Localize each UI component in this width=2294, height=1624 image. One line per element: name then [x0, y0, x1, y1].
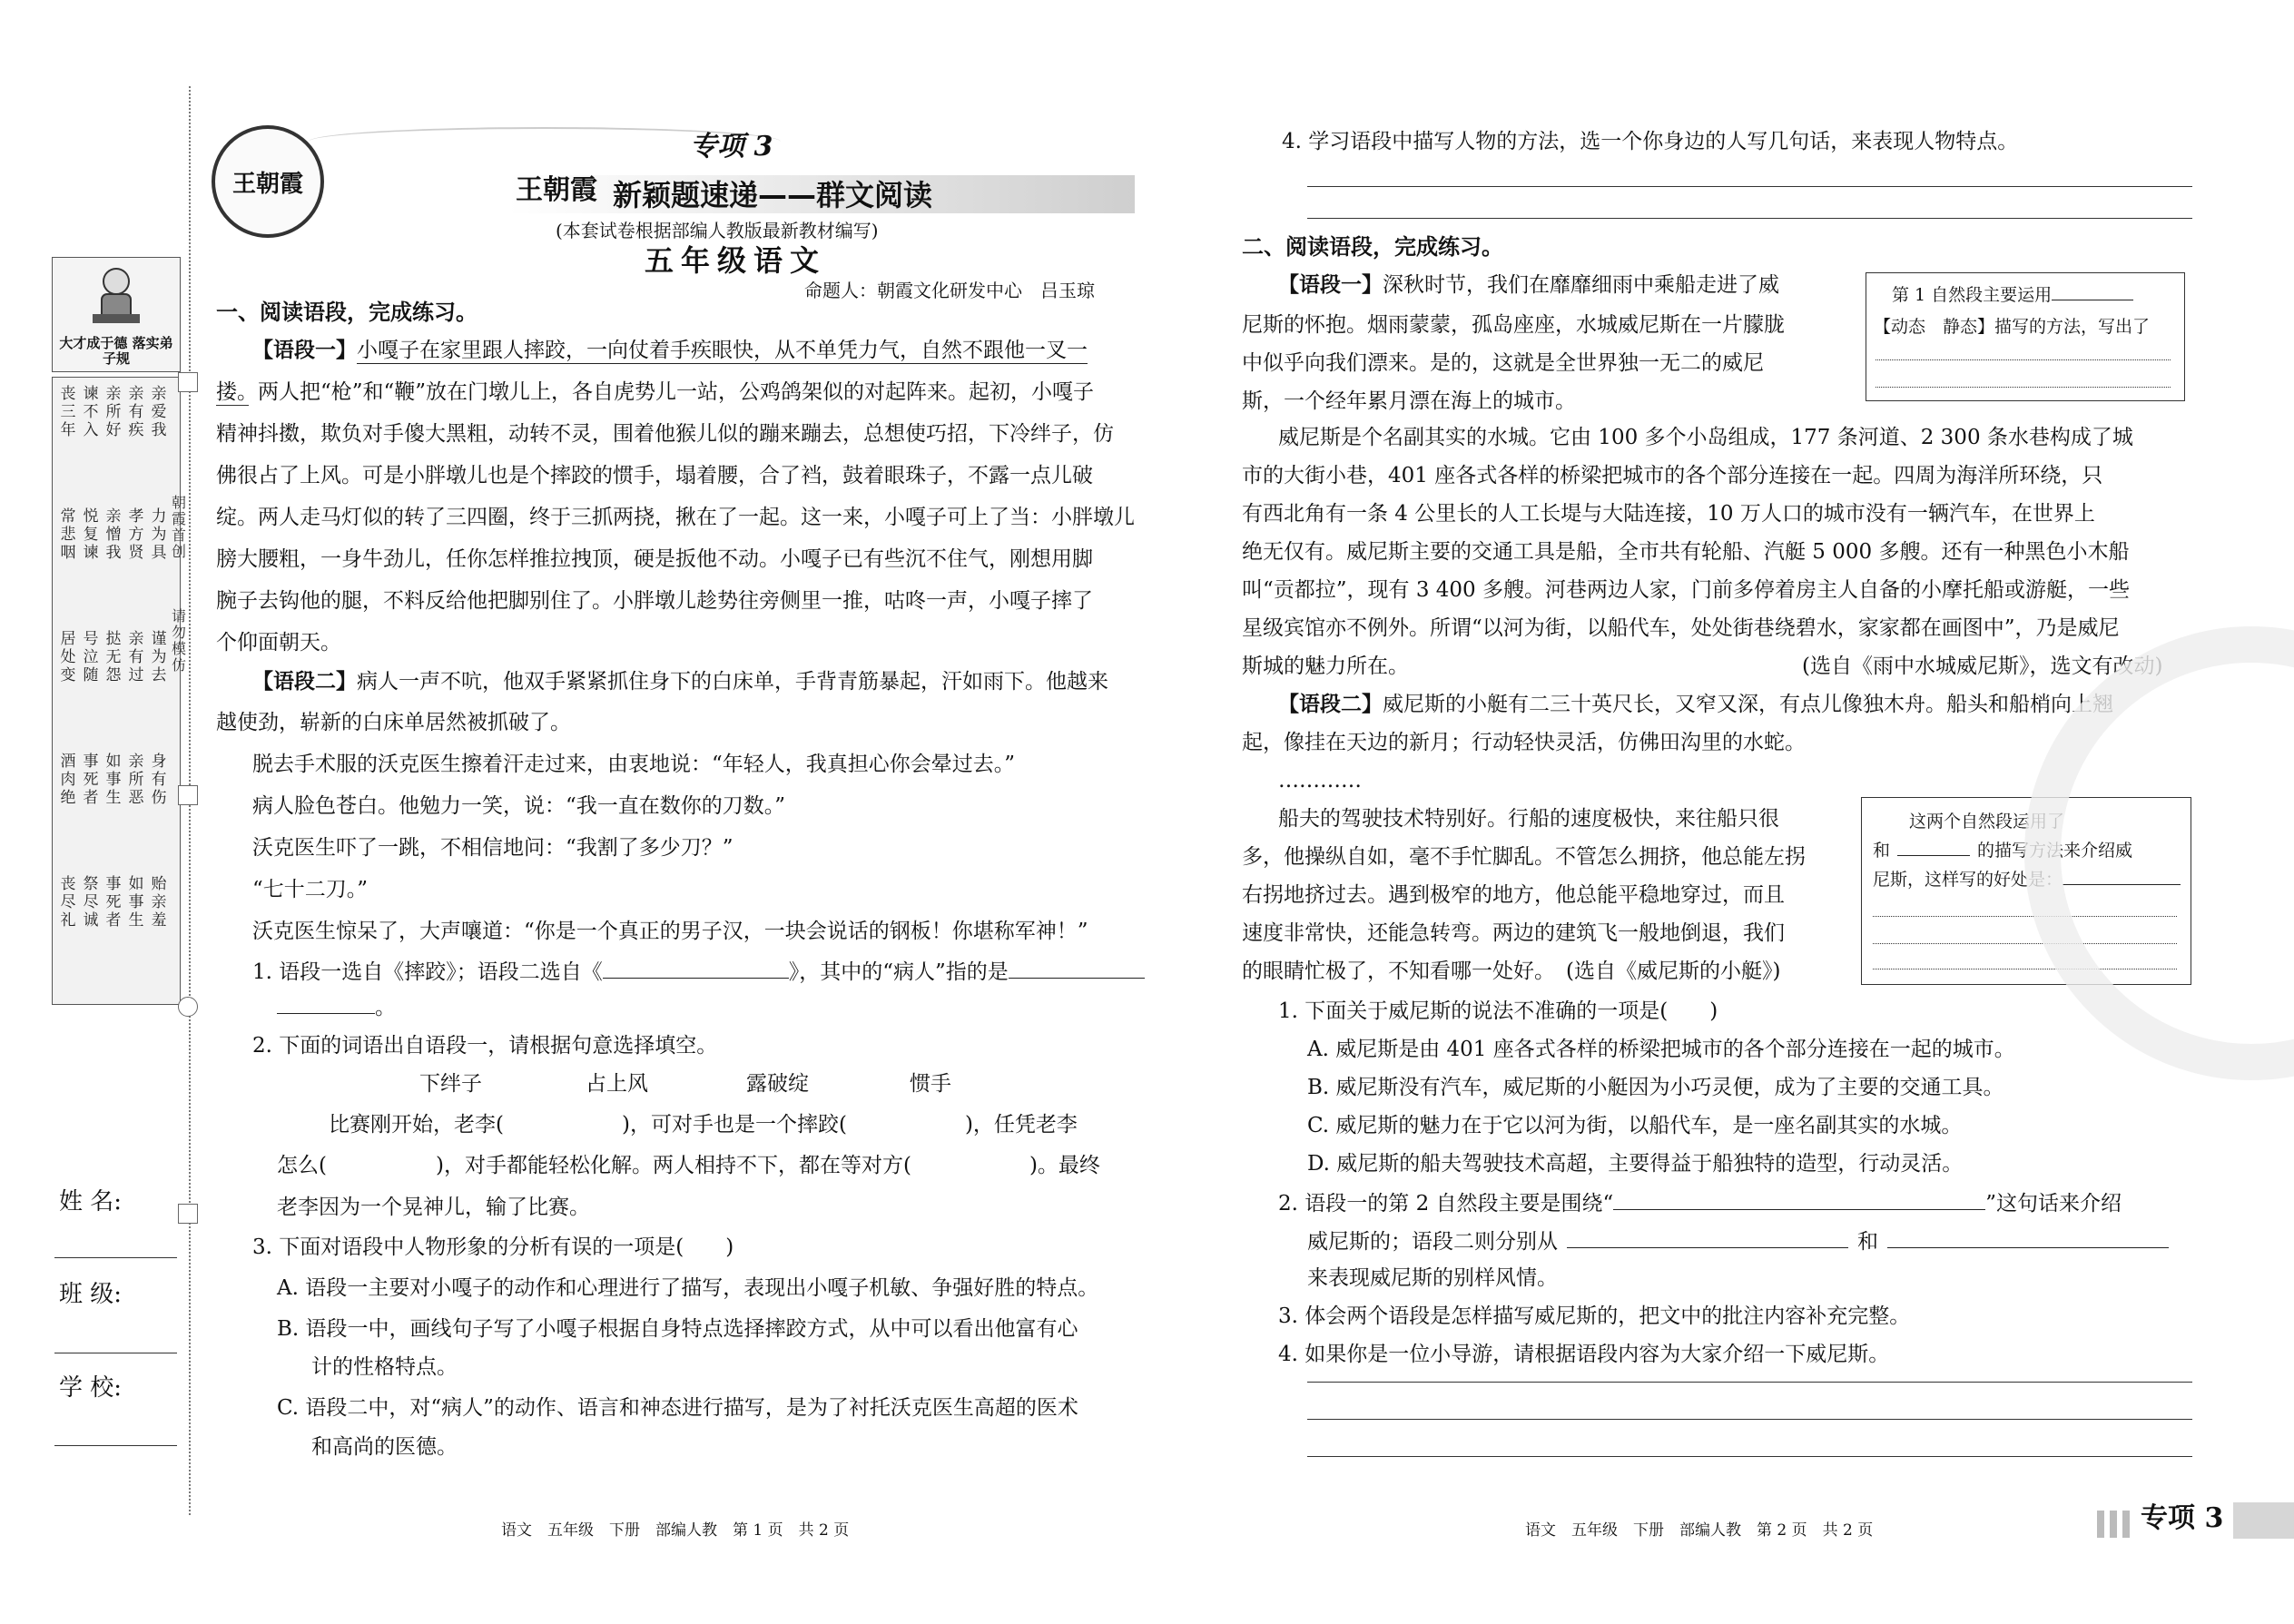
sidebar-poem-column: 谨为去: [151, 630, 167, 684]
sidebar-poem-column: 酒肉绝: [60, 753, 76, 807]
sidebar-poem-column: 祭尽诚: [83, 875, 99, 930]
sidebar-poem-column: 亲憎我: [105, 507, 122, 562]
q2-word-1: 下绊子: [419, 1072, 482, 1096]
right-p1-line-4: 斯，一个经年累月漂在海上的城市。: [1242, 389, 1576, 413]
left-question-1-cont: [277, 993, 396, 1020]
header-logo-small: 王朝霞: [516, 174, 597, 206]
right-p3-line-4: 速度非常快，还能急转弯。两边的建筑飞一般地倒退，我们: [1242, 921, 1785, 945]
sidebar-poem-column: 身有伤: [151, 753, 167, 807]
left-p1-line-7: 腕子去钩他的腿，不料反给他把脚别住了。小胖墩儿趁势往旁侧里一推，咕咚一声，小嘎子摔了: [216, 589, 1093, 613]
r-q2-blank-2[interactable]: [1567, 1227, 1848, 1248]
left-q1-part-2: 》，其中的“病人”指的是: [788, 960, 1009, 984]
right-question-2: [1278, 1189, 2122, 1216]
right-page-footer: 语文 五年级 下册 部编人教 第 2 页 共 2 页: [1525, 1521, 1874, 1540]
q1-patient-blank[interactable]: [1009, 958, 1145, 979]
sidebar-poem-column: 孝方贤: [128, 507, 144, 562]
seal-mark-1: [178, 372, 198, 392]
q2-s1-b: )，可对手也是一个摔跤(: [621, 1113, 847, 1137]
class-field-label: 班 级:: [59, 1281, 123, 1308]
note2-text-method: 的描写方法来介绍威: [1977, 841, 2133, 861]
r-q2-part-4: 和: [1857, 1230, 1878, 1254]
r-q2-part-2: ”这句话来介绍: [1985, 1192, 2122, 1216]
right-p1-text-1: 深秋时节，我们在靡靡细雨中乘船走进了威: [1383, 273, 1779, 297]
section-2-heading: 二、阅读语段，完成练习。: [1242, 233, 1503, 260]
right-p3-line-2: 多，他操纵自如，毫不手忙脚乱。不管怎么拥挤，他总能左拐: [1242, 845, 1806, 869]
sidebar-poem-column: 常悲咽: [60, 507, 76, 562]
left-page-footer: 语文 五年级 下册 部编人教 第 1 页 共 2 页: [501, 1521, 850, 1540]
sidebar-motto-panel: [52, 257, 181, 372]
left-question-1: [252, 958, 1145, 985]
sidebar-vertical-label-1: 朝霞首创: [171, 494, 186, 560]
right-p3-line-5: [1242, 959, 1780, 984]
right-question-3: 3. 体会两个语段是怎样描写威尼斯的，把文中的批注内容补充完整。: [1278, 1304, 1911, 1328]
r-q2-part-3: 威尼斯的；语段二则分别从: [1307, 1230, 1558, 1254]
r-q2-part-1: 2. 语段一的第 2 自然段主要是围绕“: [1278, 1192, 1614, 1216]
school-field-label: 学 校:: [59, 1374, 123, 1402]
sidebar-poem-column: 亲有过: [128, 630, 144, 684]
sidebar-poem-column: 丧尽礼: [60, 875, 76, 930]
left-p1-text-2: 搂。两人把“枪”和“鞭”放在门墩儿上，各自虎势儿一站，公鸡鸽架似的对起阵来。起初，小嘎子: [216, 380, 1095, 404]
underlined-sentence-part-1: 小嘎子在家里跟人摔跤，一向仗着手疾眼快，从不单凭力气，自然不跟他一叉一: [357, 339, 1088, 362]
sidebar-poem-column: 丧三年: [60, 385, 76, 439]
q4-answer-line-1[interactable]: [1307, 186, 2192, 187]
right-p2-line-2: 起，像挂在天边的新月；行动轻快灵活，仿佛田沟里的水蛇。: [1242, 731, 1806, 754]
sidebar-poem-column: 如事生: [128, 875, 144, 930]
right-p2-ellipsis: …………: [1278, 769, 1362, 792]
left-p1-label: 【语段一】: [252, 338, 357, 362]
sidebar-poem-column: 如事生: [105, 753, 122, 807]
left-p2-text-1: 病人一声不吭，他双手紧紧抓住身下的白床单，手背青筋暴起，汗如雨下。他越来: [357, 670, 1108, 694]
right-p2-text-1: 威尼斯的小艇有二三十英尺长，又窄又深，有点儿像独木舟。船头和船梢向上翘: [1383, 693, 2113, 716]
name-field-line[interactable]: [54, 1257, 177, 1258]
source-citation-1: (选自《雨中水城威尼斯》，选文有改动): [1802, 655, 2163, 678]
school-field-line[interactable]: [54, 1445, 177, 1446]
r-q1-option-a[interactable]: A. 威尼斯是由 401 座各式各样的桥梁把城市的各个部分连接在一起的城市。: [1307, 1038, 2015, 1061]
q2-s1-a: 比赛刚开始，老李(: [329, 1113, 504, 1137]
r-q2-blank-3[interactable]: [1887, 1227, 2169, 1248]
sidebar-motto: 大才成于德 落实弟子规: [59, 335, 173, 367]
underline-mark-line-2: [216, 405, 249, 406]
right-p1-line-2: 尼斯的怀抱。烟雨蒙蒙，孤岛座座，水城威尼斯在一片朦胧: [1242, 313, 1785, 337]
page-subtitle: (本套试卷根据部编人教版最新教材编写): [556, 220, 879, 241]
right-p1b-line-2: 市的大街小巷，401 座各式各样的桥梁把城市的各个部分连接在一起。四周为海洋所环绕，只: [1242, 464, 2103, 487]
note1-blank-1[interactable]: [2052, 283, 2133, 300]
note1-answer-line-2[interactable]: [1876, 387, 2171, 388]
brand-logo-text: 王朝霞: [231, 171, 303, 198]
q1-patient-blank-2[interactable]: [277, 993, 375, 1014]
note2-text-and: 和: [1873, 841, 1891, 861]
scholar-illustration-icon: [89, 263, 143, 331]
q2-s2-c: )。最终: [1029, 1154, 1100, 1177]
seal-mark-4: [178, 1204, 198, 1224]
name-field-label: 姓 名:: [59, 1188, 123, 1216]
note2-line-1: 这两个自然段运用了: [1909, 812, 2065, 832]
right-p1b-line-3: 有西北角有一条 4 公里长的人工长堤与大陆连接，10 万人口的城市没有一辆汽车，在世界上: [1242, 502, 2095, 526]
author-line: 命题人：朝霞文化研发中心 吕玉琼: [804, 280, 1095, 301]
q3-option-c-cont: 和高尚的医德。: [311, 1435, 458, 1459]
left-question-2: 2. 下面的词语出自语段一，请根据句意选择填空。: [252, 1034, 718, 1058]
left-p1-line-3: 精神抖擞，欺负对手傻大黑粗，动转不灵，围着他猴儿似的蹦来蹦去，总想使巧招，下冷绊子，仿: [216, 422, 1114, 446]
note2-text-benefit: 尼斯，这样写的好处是：: [1873, 870, 2063, 890]
sidebar-poem-column: 号泣随: [83, 630, 99, 684]
right-p1b-line-6: 星级宾馆亦不例外。所谓“以河为街，以船代车，处处街巷绕碧水，家家都在画图中”，乃是威尼: [1242, 616, 2120, 640]
sidebar-poem-column: 力为具: [151, 507, 167, 562]
right-p1b-line-4: 绝无仅有。威尼斯主要的交通工具是船，全市共有轮船、汽艇 5 000 多艘。还有一种黑色小木船: [1242, 540, 2130, 564]
sidebar-poem-column: 居处变: [60, 630, 76, 684]
right-question-4: 4. 学习语段中描写人物的方法，选一个你身边的人写几句话，来表现人物特点。: [1282, 130, 2019, 153]
note1-text-1: 第 1 自然段主要运用: [1892, 285, 2053, 305]
q3-option-b-cont: 计的性格特点。: [311, 1355, 458, 1379]
right-p1-line-3: 中似乎向我们漂来。是的，这就是全世界独一无二的威尼: [1242, 351, 1764, 375]
right-p3-line-3: 右拐地挤过去。遇到极窄的地方，他总能平稳地穿过，而且: [1242, 883, 1785, 907]
right-p2-line-1: [1278, 692, 2113, 717]
seal-mark-3: [178, 997, 198, 1017]
q3-option-b[interactable]: B. 语段一中，画线句子写了小嘎子根据自身特点选择摔跤方式，从中可以看出他富有心: [277, 1317, 1078, 1341]
left-p1-line-1: [252, 338, 1088, 364]
sidebar-poem-panel: [52, 377, 181, 1005]
q4b-answer-line-2[interactable]: [1307, 1419, 2192, 1420]
annotation-box-1: [1866, 272, 2185, 401]
sidebar-vertical-label-2: 请勿模仿: [171, 607, 186, 674]
corner-dots-decoration: [2097, 1511, 2133, 1538]
sidebar-poem-column: 事死者: [83, 753, 99, 807]
right-question-4b: 4. 如果你是一位小导游，请根据语段内容为大家介绍一下威尼斯。: [1278, 1343, 1890, 1366]
left-p1-line-6: 膀大腰粗，一身牛劲儿，任你怎样推拉拽顶，硬是扳他不动。小嘎子已有些沉不住气，刚想用脚: [216, 547, 1093, 571]
left-p2-line-2: 越使劲，崭新的白床单居然被抓破了。: [216, 711, 571, 734]
right-question-2-line-3: 来表现威尼斯的别样风情。: [1307, 1266, 1558, 1290]
series-label: 专项 3: [690, 131, 773, 162]
sidebar-poem-column: 亲所恶: [128, 753, 144, 807]
left-p1-line-4: 佛很占了上风。可是小胖墩儿也是个摔跤的惯手，塌着腰，合了裆，鼓着眼珠子，不露一点儿破: [216, 464, 1093, 487]
left-p1-line-8: 个仰面朝天。: [216, 631, 341, 655]
note1-line-1: [1892, 282, 2133, 308]
q2-s1-c: )，任凭老李: [964, 1113, 1078, 1137]
q3-option-c[interactable]: C. 语段二中，对“病人”的动作、语言和神态进行描写，是为了衬托沃克医生高超的医术: [277, 1396, 1078, 1420]
sidebar-poem-column: 亲所好: [105, 385, 122, 439]
r-q1-option-c[interactable]: C. 威尼斯的魅力在于它以河为街，以船代车，是一座名副其实的水城。: [1307, 1114, 1963, 1137]
seal-mark-2: [178, 785, 198, 805]
right-p1b-line-7: 斯城的魅力所在。: [1242, 655, 1409, 678]
note2-blank-1[interactable]: [1897, 839, 1970, 856]
sidebar-poem-column: 亲有疾: [128, 385, 144, 439]
left-p2-line-4: 病人脸色苍白。他勉力一笑，说：“我一直在数你的刀数。”: [252, 794, 786, 818]
corner-shade-bar: [2233, 1502, 2294, 1539]
left-q1-part-3: 。: [375, 996, 396, 1019]
source-citation-2: (选自《威尼斯的小艇》): [1566, 960, 1781, 983]
left-p2-line-5: 沃克医生吓了一跳，不相信地问：“我割了多少刀？”: [252, 836, 733, 860]
sidebar-poem-column: 挞无怨: [105, 630, 122, 684]
right-question-2-line-2: [1307, 1227, 2169, 1255]
left-question-3: 3. 下面对语段中人物形象的分析有误的一项是( ): [252, 1235, 734, 1259]
page-title: 新颖题速递——群文阅读: [613, 178, 933, 212]
left-p1-line-5: 绽。两人走马灯似的转了三四圈，终于三抓两挠，揪在了一起。这一来，小嘎子可上了当：小胖墩儿: [216, 506, 1135, 529]
left-p2-line-6: “七十二刀。”: [252, 878, 369, 901]
q4b-answer-line-3[interactable]: [1307, 1456, 2192, 1457]
section-1-heading: 一、阅读语段，完成练习。: [216, 299, 478, 325]
right-p2-label: 【语段二】: [1278, 692, 1383, 716]
right-question-1: 1. 下面关于威尼斯的说法不准确的一项是( ): [1278, 999, 1718, 1023]
r-q2-blank-1[interactable]: [1613, 1189, 1985, 1210]
r-q1-option-d[interactable]: D. 威尼斯的船夫驾驶技术高超，主要得益于船独特的造型，行动灵活。: [1307, 1152, 1964, 1176]
q4-answer-line-2[interactable]: [1307, 218, 2192, 219]
right-p1-label: 【语段一】: [1278, 272, 1383, 297]
q2-s2-a: 怎么(: [277, 1154, 327, 1177]
right-p1-line-1: [1278, 272, 1779, 298]
q4b-answer-line-1[interactable]: [1307, 1382, 2192, 1383]
q2-word-2: 占上风: [586, 1072, 648, 1096]
q3-option-a[interactable]: A. 语段一主要对小嘎子的动作和心理进行了描写，表现出小嘎子机敏、争强好胜的特点。: [277, 1276, 1099, 1300]
brand-logo-icon: [212, 125, 324, 238]
sidebar-poem-column: 事死者: [105, 875, 122, 930]
left-q1-part-1: 1. 语段一选自《摔跤》；语段二选自《: [252, 960, 603, 984]
corner-series-label: 专项 3: [2141, 1502, 2224, 1534]
q2-sentence-line-3: 老李因为一个晃神儿，输了比赛。: [277, 1196, 590, 1219]
sidebar-poem-column: 悦复谏: [83, 507, 99, 562]
q1-book-title-blank[interactable]: [603, 958, 789, 979]
left-p2-line-7: 沃克医生惊呆了，大声嚷道：“你是一个真正的男子汉，一块会说话的钢板！你堪称军神！”: [252, 920, 1088, 943]
grade-subject: 五年级语文: [645, 243, 827, 278]
right-p3-text-5: 的眼睛忙极了，不知看哪一处好。: [1242, 960, 1555, 983]
q2-word-4: 惯手: [910, 1072, 951, 1096]
left-p2-line-1: [252, 669, 1108, 694]
sidebar-poem-column: 贻亲羞: [151, 875, 167, 930]
r-q1-option-b[interactable]: B. 威尼斯没有汽车，威尼斯的小艇因为小巧灵便，成为了主要的交通工具。: [1307, 1076, 2004, 1099]
sidebar-poem-column: 亲爱我: [151, 385, 167, 439]
q2-sentence-line-1: [329, 1112, 1078, 1137]
right-p1b-line-5: 叫“贡都拉”，现有 3 400 多艘。河巷两边人家，门前多停着房主人自备的小摩托船或游艇，一些: [1242, 578, 2130, 602]
left-p1-line-2: [216, 379, 1094, 405]
left-p2-line-3: 脱去手术服的沃克医生擦着汗走过来，由衷地说：“年轻人，我真担心你会晕过去。”: [252, 753, 1016, 776]
q2-sentence-line-2: [277, 1153, 1100, 1178]
right-p1b-line-1: 威尼斯是个名副其实的水城。它由 100 多个小岛组成，177 条河道、2 300 条水巷构成了城: [1278, 426, 2133, 449]
q2-word-3: 露破绽: [746, 1072, 809, 1096]
sidebar-poem-column: 谏不入: [83, 385, 99, 439]
q2-s2-b: )，对手都能轻松化解。两人相持不下，都在等对方(: [435, 1154, 911, 1177]
right-p3-line-1: 船夫的驾驶技术特别好。行船的速度极快，来往船只很: [1278, 807, 1779, 831]
left-p2-label: 【语段二】: [252, 669, 357, 694]
note1-answer-line-1[interactable]: [1876, 359, 2171, 360]
note1-line-2: 【动态 静态】描写的方法，写出了: [1874, 317, 2151, 337]
